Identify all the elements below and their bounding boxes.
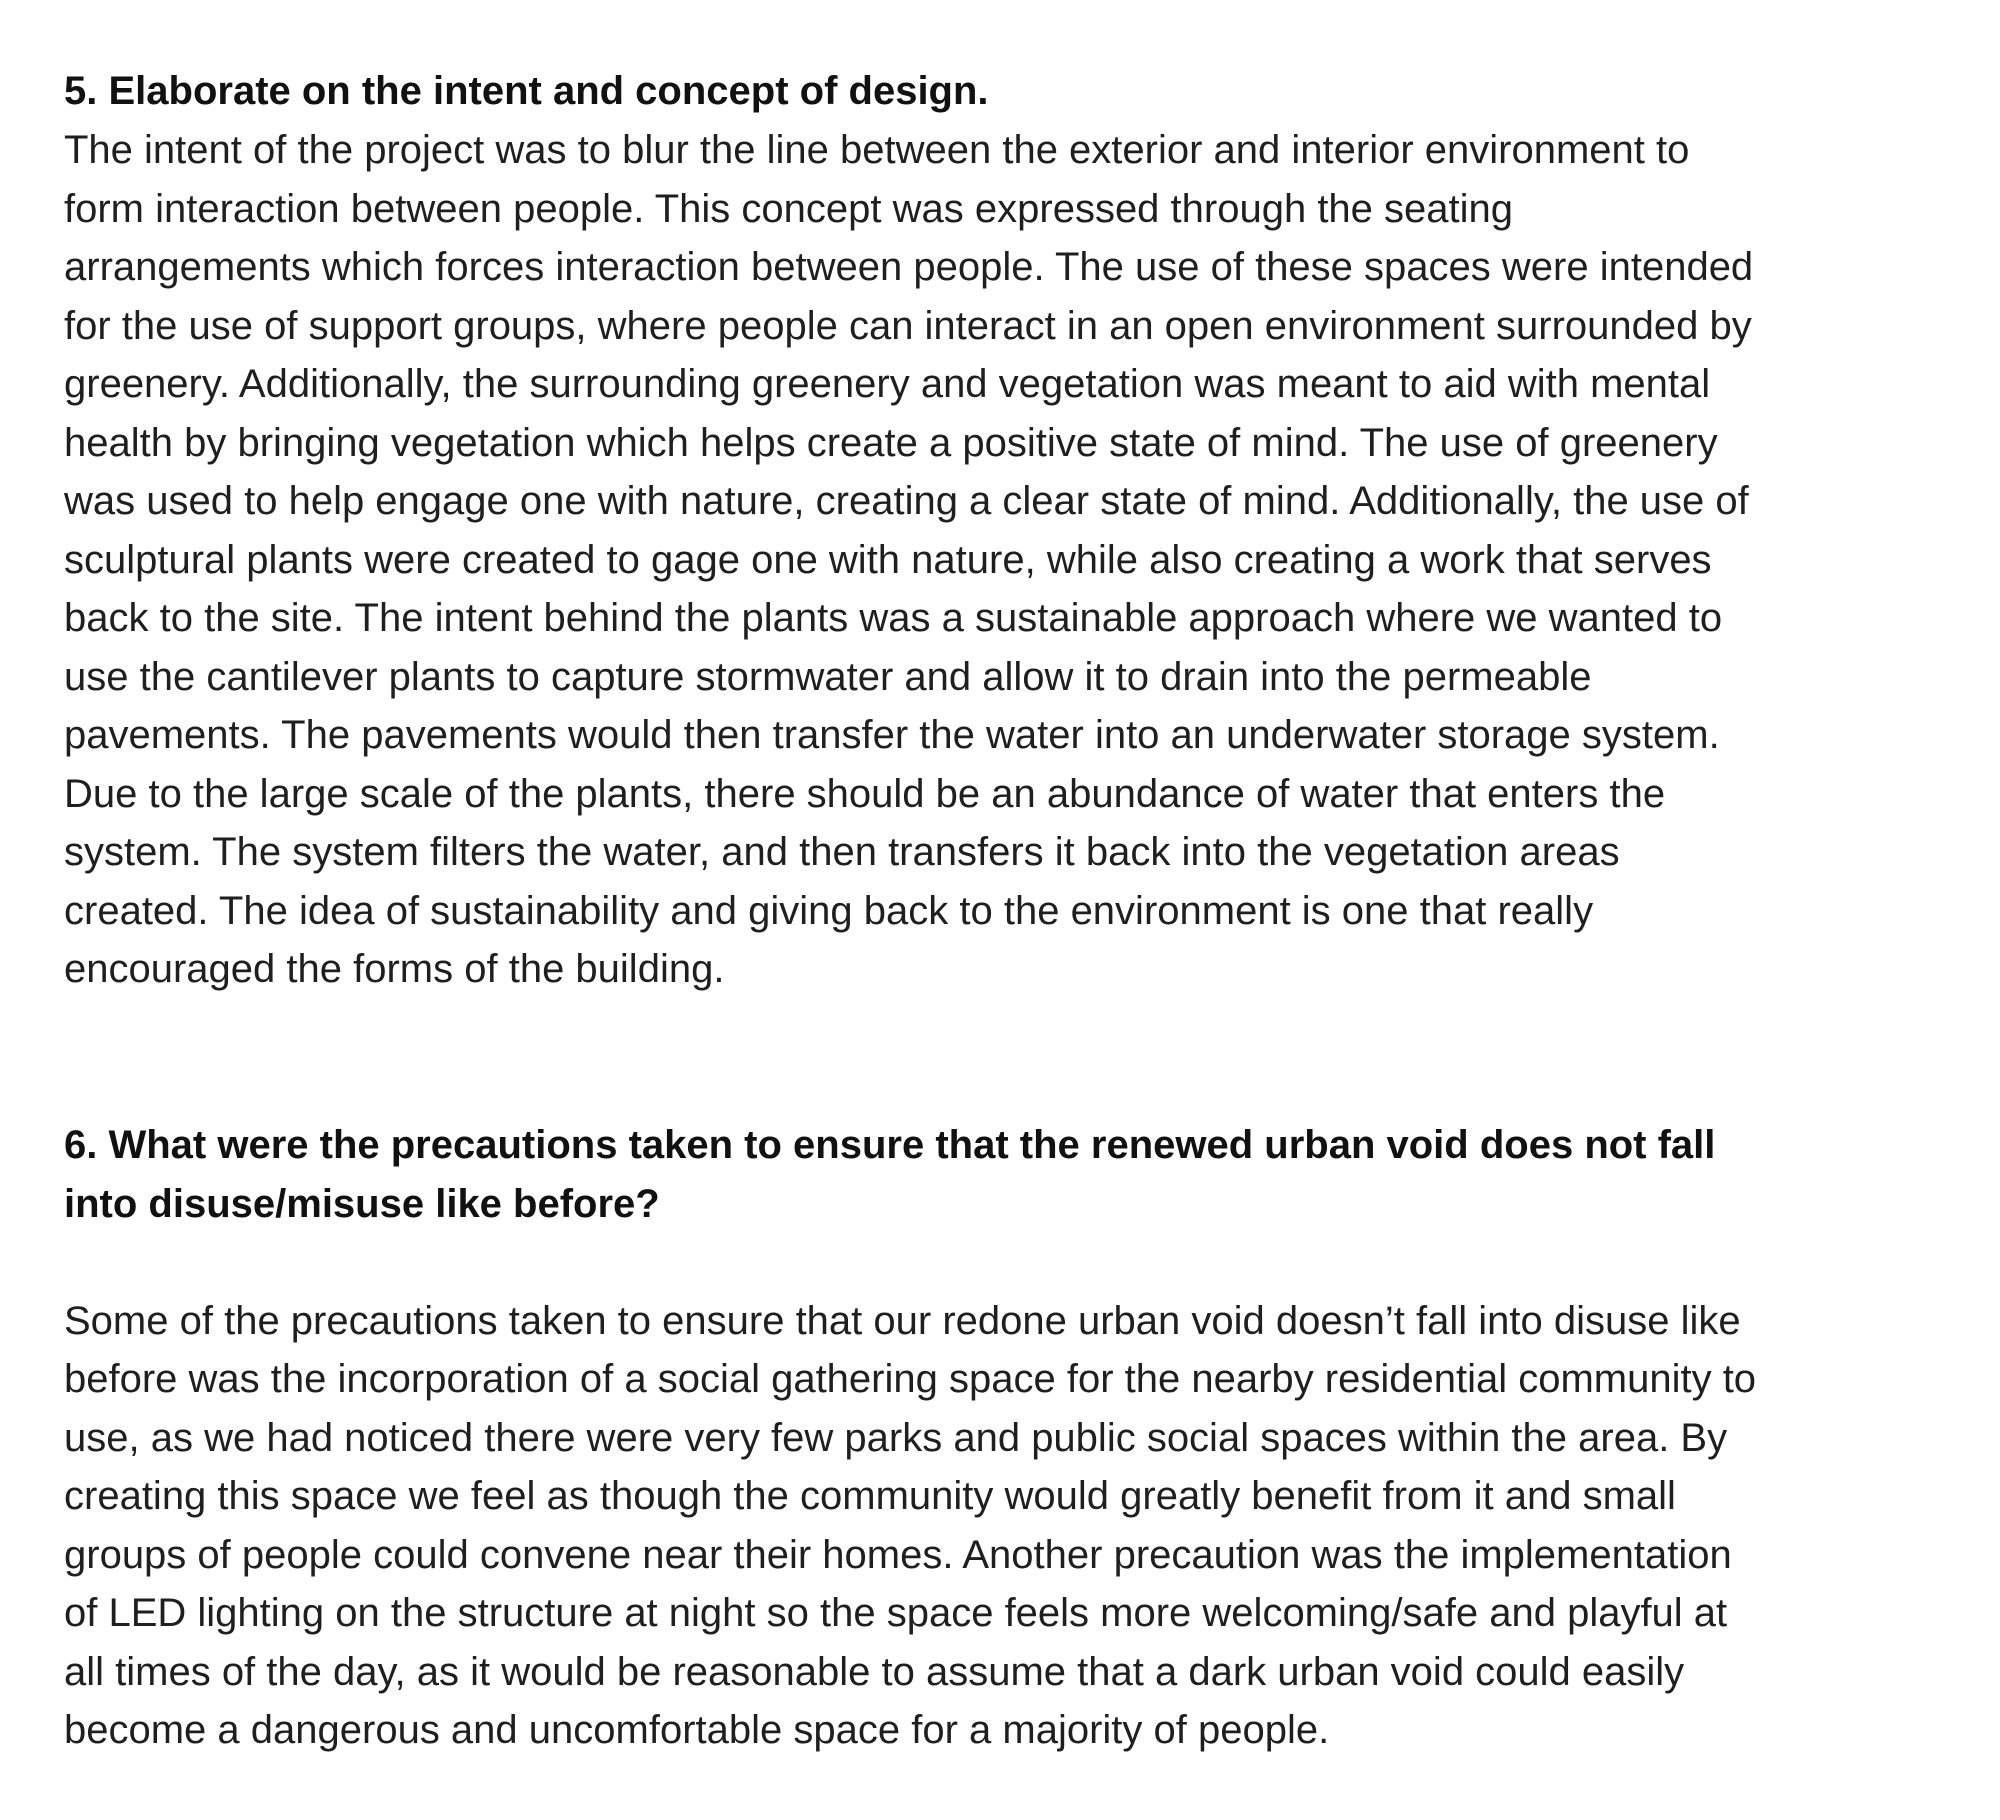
section-spacer (64, 999, 1964, 1116)
answer-line: groups of people could convene near their homes. Another precaution was the implementation (64, 1532, 1732, 1577)
answer-line: encouraged the forms of the building. (64, 947, 725, 991)
answer-paragraph (64, 121, 1964, 999)
answer-line: sculptural plants were created to gage one with nature, while also creating a work that serves (64, 537, 1712, 582)
answer-line: was used to help engage one with nature, creating a clear state of mind. Additionally, the use of (64, 479, 1749, 523)
document-page (64, 62, 1964, 1760)
answer-line: use the cantilever plants to capture stormwater and allow it to drain into the permeable (64, 654, 1592, 699)
answer-line: form interaction between people. This concept was expressed through the seating (64, 186, 1514, 231)
answer-line: all times of the day, as it would be reasonable to assume that a dark urban void could easily (64, 1649, 1685, 1694)
answer-paragraph (64, 1292, 1964, 1760)
answer-line: creating this space we feel as though the community would greatly benefit from it and small (64, 1474, 1676, 1518)
answer-line: greenery. Additionally, the surrounding greenery and vegetation was meant to aid with mental (64, 362, 1711, 406)
answer-line: of LED lighting on the structure at night so the space feels more welcoming/safe and playful at (64, 1591, 1728, 1635)
section-question-6 (64, 1116, 1964, 1760)
question-line: 6. What were the precautions taken to ensure that the renewed urban void does not fall (64, 1122, 1716, 1167)
answer-line: system. The system filters the water, and then transfers it back into the vegetation areas (64, 830, 1620, 874)
section-question-5 (64, 62, 1964, 999)
answer-line: use, as we had noticed there were very few parks and public social spaces within the area. By (64, 1415, 1728, 1460)
answer-line: become a dangerous and uncomfortable space for a majority of people. (64, 1708, 1330, 1752)
answer-line: created. The idea of sustainability and giving back to the environment is one that really (64, 888, 1594, 933)
question-heading (64, 1116, 1964, 1234)
answer-line: Some of the precautions taken to ensure that our redone urban void doesn’t fall into disuse like (64, 1298, 1741, 1343)
answer-line: for the use of support groups, where people can interact in an open environment surrounded by (64, 303, 1752, 348)
answer-line: The intent of the project was to blur the line between the exterior and interior environment to (64, 128, 1690, 172)
answer-line: pavements. The pavements would then transfer the water into an underwater storage system. (64, 713, 1720, 757)
answer-line: health by bringing vegetation which helps create a positive state of mind. The use of greenery (64, 420, 1718, 465)
answer-line: back to the site. The intent behind the plants was a sustainable approach where we wanted to (64, 596, 1723, 640)
answer-spacer (64, 1234, 1964, 1292)
answer-line: before was the incorporation of a social gathering space for the nearby residential community to (64, 1357, 1757, 1401)
question-line: 5. Elaborate on the intent and concept of design. (64, 69, 989, 113)
question-heading (64, 62, 1964, 121)
answer-line: Due to the large scale of the plants, there should be an abundance of water that enters the (64, 771, 1666, 816)
answer-line: arrangements which forces interaction between people. The use of these spaces were intended (64, 245, 1754, 289)
question-line: into disuse/misuse like before? (64, 1181, 660, 1226)
